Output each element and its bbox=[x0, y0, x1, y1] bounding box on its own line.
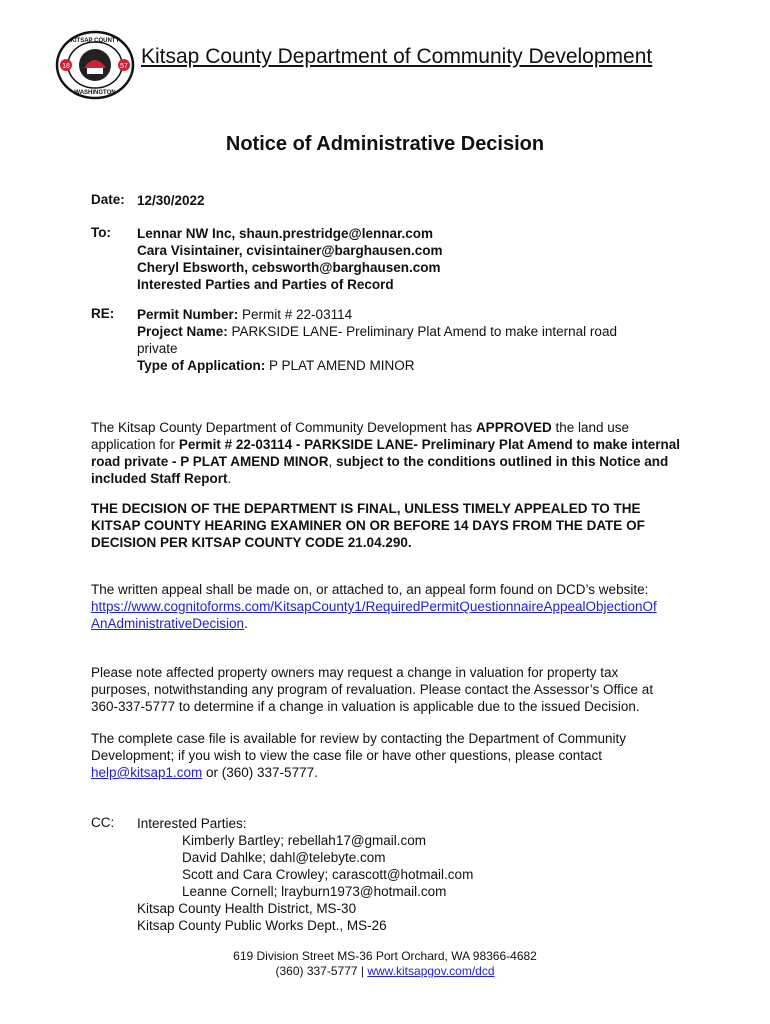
permit-label: Permit Number: bbox=[137, 307, 239, 322]
recipient-line: Interested Parties and Parties of Record bbox=[137, 277, 394, 292]
re-label: RE: bbox=[91, 306, 115, 321]
type-label: Type of Application: bbox=[137, 358, 266, 373]
appeal-text: The written appeal shall be made on, or attached to, an appeal form found on DCD’s website: bbox=[91, 582, 649, 597]
cc-party: David Dahlke; dahl@telebyte.com bbox=[182, 850, 386, 865]
case-file-paragraph: The complete case file is available for review by contacting the Department of Community Development; if you wish to view the case file or have other questions, please contact help@kitsap1.com or (360) 337-5777. bbox=[91, 731, 626, 780]
recipient-line: Cheryl Ebsworth, cebsworth@barghausen.com bbox=[137, 260, 441, 275]
footer-phone: (360) 337-5777 | bbox=[275, 964, 368, 978]
recipient-line: Lennar NW Inc, shaun.prestridge@lennar.com bbox=[137, 226, 433, 241]
recipient-line: Cara Visintainer, cvisintainer@barghausen.com bbox=[137, 243, 443, 258]
appeal-form-link[interactable]: https://www.cognitoforms.com/KitsapCounty1/RequiredPermitQuestionnaireAppealObjectionOf AnAdministrativeDecision bbox=[91, 599, 657, 631]
seal-top-text: KITSAP COUNTY bbox=[70, 38, 120, 44]
decision-paragraph: The Kitsap County Department of Community Development has APPROVED the land use application for Permit # 22-03114 - PARKSIDE LANE- Preliminary Plat Amend to make internal road private - P PLAT AMEND MINOR, subject to the conditions outlined in this Notice and included Staff Report. bbox=[91, 420, 680, 486]
date-value: 12/30/2022 bbox=[137, 193, 205, 208]
department-heading: Kitsap County Department of Community Development bbox=[141, 45, 653, 68]
cc-label: CC: bbox=[91, 815, 115, 830]
final-decision-notice: THE DECISION OF THE DEPARTMENT IS FINAL, UNLESS TIMELY APPEALED TO THE KITSAP COUNTY HEARING EXAMINER ON OR BEFORE 14 DAYS FROM THE DATE OF DECISION PER KITSAP COUNTY CODE 21.04.290. bbox=[91, 501, 645, 550]
cc-heading: Interested Parties: bbox=[137, 816, 247, 831]
cc-list bbox=[137, 815, 473, 934]
to-recipients bbox=[137, 225, 657, 293]
re-block bbox=[137, 306, 657, 374]
approved-text: APPROVED bbox=[475, 420, 552, 435]
cc-agency: Kitsap County Public Works Dept., MS-26 bbox=[137, 918, 387, 933]
cc-party: Scott and Cara Crowley; carascott@hotmail.com bbox=[182, 867, 474, 882]
seal-left-number: 18 bbox=[62, 63, 70, 70]
seal-bottom-text: WASHINGTON bbox=[74, 90, 116, 96]
cc-party: Kimberly Bartley; rebellah17@gmail.com bbox=[182, 833, 427, 848]
county-seal-logo bbox=[54, 30, 136, 100]
help-email-link[interactable]: help@kitsap1.com bbox=[91, 765, 203, 780]
decision-permit-text: Permit # 22-03114 - PARKSIDE LANE- Preliminary Plat Amend to make internal road private - P PLAT AMEND MINOR bbox=[91, 437, 680, 469]
type-value: P PLAT AMEND MINOR bbox=[265, 358, 415, 373]
to-label: To: bbox=[91, 225, 111, 240]
valuation-paragraph: Please note affected property owners may request a change in valuation for property tax purposes, notwithstanding any program of revaluation. Please contact the Assessor’s Office at 360-337-5777 to determine if a change in valuation is applicable due to the issued Decision. bbox=[91, 665, 654, 714]
conditions-text: subject to the conditions outlined in this Notice and included Staff Report bbox=[91, 454, 669, 486]
appeal-paragraph: The written appeal shall be made on, or attached to, an appeal form found on DCD’s website: https://www.cognitoforms.com/KitsapCounty1/RequiredPermitQuestionnaireAppealObjectionOf AnAdministrativeDecision. bbox=[91, 582, 657, 631]
seal-right-number: 57 bbox=[120, 63, 128, 70]
cc-party: Leanne Cornell; lrayburn1973@hotmail.com bbox=[182, 884, 447, 899]
permit-value: Permit # 22-03114 bbox=[238, 307, 353, 322]
footer-website-link[interactable]: www.kitsapgov.com/dcd bbox=[367, 964, 495, 978]
project-label: Project Name: bbox=[137, 324, 228, 339]
footer-address: 619 Division Street MS-36 Port Orchard, WA 98366-4682 bbox=[233, 949, 537, 963]
cc-agency: Kitsap County Health District, MS-30 bbox=[137, 901, 357, 916]
footer bbox=[0, 949, 770, 979]
date-label: Date: bbox=[91, 192, 125, 207]
page-title: Notice of Administrative Decision bbox=[225, 133, 545, 155]
project-value: PARKSIDE LANE- Preliminary Plat Amend to make internal road private bbox=[137, 324, 617, 356]
